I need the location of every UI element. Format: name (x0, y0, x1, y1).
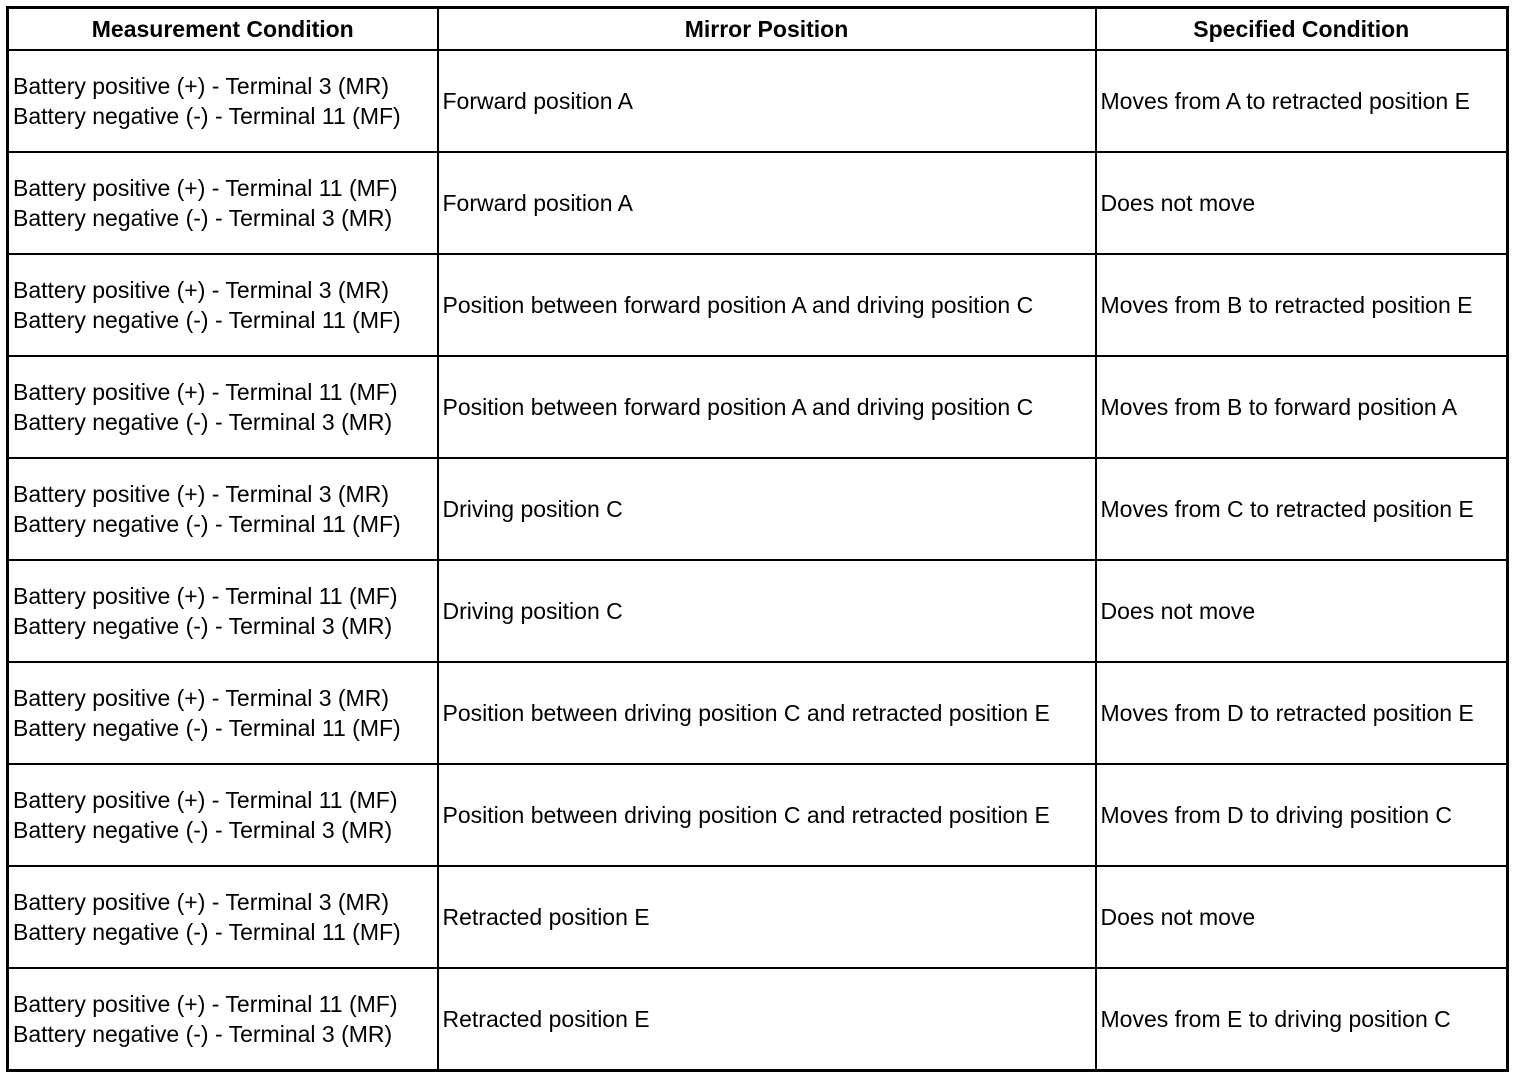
specified-condition-cell: Moves from B to retracted position E (1096, 254, 1508, 356)
measurement-line: Battery positive (+) - Terminal 11 (MF) (13, 582, 398, 609)
mirror-position-cell: Position between driving position C and retracted position E (438, 662, 1096, 764)
mirror-position-cell: Retracted position E (438, 968, 1096, 1071)
measurement-line: Battery negative (-) - Terminal 11 (MF) (13, 918, 401, 945)
specified-condition-cell: Moves from C to retracted position E (1096, 458, 1508, 560)
measurement-line: Battery positive (+) - Terminal 3 (MR) (13, 684, 389, 711)
table-row (8, 356, 1508, 458)
table-row (8, 458, 1508, 560)
measurement-condition-cell (8, 152, 438, 254)
measurement-line: Battery positive (+) - Terminal 11 (MF) (13, 990, 398, 1017)
header-specified-condition: Specified Condition (1096, 8, 1508, 51)
measurement-condition-cell (8, 764, 438, 866)
measurement-line: Battery negative (-) - Terminal 3 (MR) (13, 204, 393, 231)
mirror-position-cell: Forward position A (438, 152, 1096, 254)
table-row (8, 254, 1508, 356)
measurement-line: Battery positive (+) - Terminal 3 (MR) (13, 888, 389, 915)
table-header (8, 8, 1508, 51)
measurement-line: Battery negative (-) - Terminal 11 (MF) (13, 102, 401, 129)
specified-condition-cell: Does not move (1096, 866, 1508, 968)
header-row (8, 8, 1508, 51)
measurement-condition-cell (8, 458, 438, 560)
table-body (8, 50, 1508, 1071)
measurement-condition-cell (8, 356, 438, 458)
measurement-line: Battery negative (-) - Terminal 11 (MF) (13, 714, 401, 741)
specified-condition-cell: Does not move (1096, 152, 1508, 254)
measurement-line: Battery negative (-) - Terminal 11 (MF) (13, 306, 401, 333)
header-measurement-condition: Measurement Condition (8, 8, 438, 51)
measurement-line: Battery negative (-) - Terminal 3 (MR) (13, 408, 393, 435)
measurement-condition-cell (8, 50, 438, 152)
mirror-position-cell: Driving position C (438, 458, 1096, 560)
measurement-line: Battery negative (-) - Terminal 11 (MF) (13, 510, 401, 537)
measurement-line: Battery positive (+) - Terminal 11 (MF) (13, 174, 398, 201)
measurement-line: Battery positive (+) - Terminal 11 (MF) (13, 378, 398, 405)
table-row (8, 152, 1508, 254)
table-row (8, 662, 1508, 764)
measurement-condition-cell (8, 662, 438, 764)
mirror-position-cell: Position between forward position A and driving position C (438, 254, 1096, 356)
measurement-condition-cell (8, 866, 438, 968)
measurement-line: Battery positive (+) - Terminal 3 (MR) (13, 72, 389, 99)
specified-condition-cell: Moves from D to retracted position E (1096, 662, 1508, 764)
specified-condition-cell: Moves from A to retracted position E (1096, 50, 1508, 152)
specified-condition-cell: Moves from E to driving position C (1096, 968, 1508, 1071)
specified-condition-cell: Does not move (1096, 560, 1508, 662)
mirror-position-cell: Position between forward position A and driving position C (438, 356, 1096, 458)
measurement-condition-cell (8, 254, 438, 356)
measurement-line: Battery negative (-) - Terminal 3 (MR) (13, 612, 393, 639)
mirror-position-cell: Forward position A (438, 50, 1096, 152)
table-row (8, 866, 1508, 968)
header-mirror-position: Mirror Position (438, 8, 1096, 51)
measurement-condition-cell (8, 968, 438, 1071)
measurement-line: Battery positive (+) - Terminal 11 (MF) (13, 786, 398, 813)
measurement-line: Battery negative (-) - Terminal 3 (MR) (13, 816, 393, 843)
mirror-position-cell: Driving position C (438, 560, 1096, 662)
specified-condition-cell: Moves from D to driving position C (1096, 764, 1508, 866)
inspection-table (6, 6, 1509, 1072)
table-row (8, 764, 1508, 866)
measurement-line: Battery positive (+) - Terminal 3 (MR) (13, 276, 389, 303)
measurement-line: Battery positive (+) - Terminal 3 (MR) (13, 480, 389, 507)
table-row (8, 968, 1508, 1071)
table-row (8, 560, 1508, 662)
mirror-position-cell: Retracted position E (438, 866, 1096, 968)
mirror-position-cell: Position between driving position C and retracted position E (438, 764, 1096, 866)
specified-condition-cell: Moves from B to forward position A (1096, 356, 1508, 458)
table-row (8, 50, 1508, 152)
measurement-condition-cell (8, 560, 438, 662)
measurement-line: Battery negative (-) - Terminal 3 (MR) (13, 1020, 393, 1047)
